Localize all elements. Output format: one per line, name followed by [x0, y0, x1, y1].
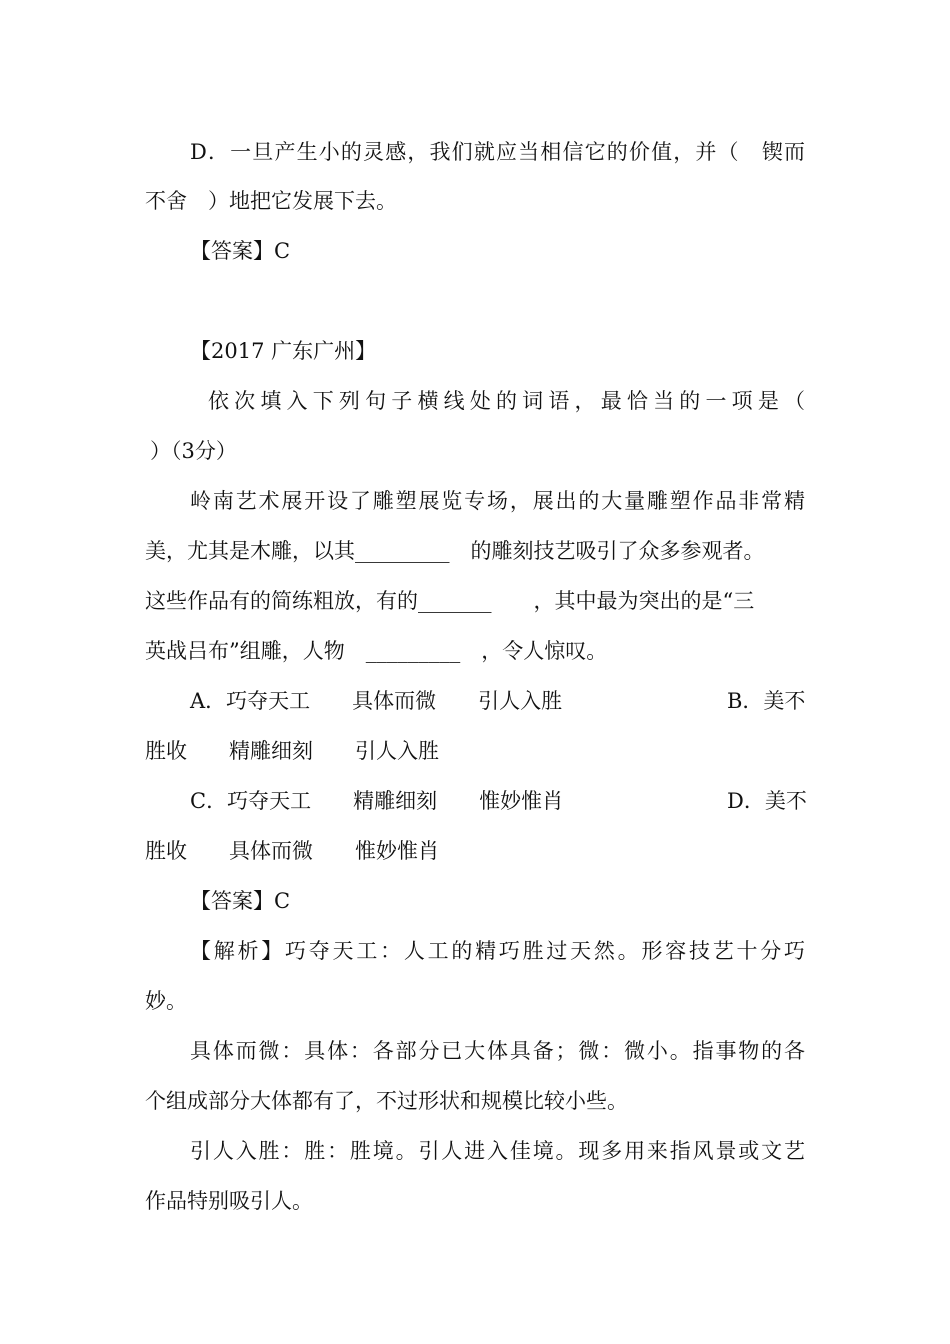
question-source: 【2017 广东广州】 [190, 339, 377, 363]
option-b-start: B．美不 [727, 689, 806, 713]
analysis-line4: 个组成部分大体都有了，不过形状和规模比较小些。 [145, 1089, 628, 1113]
question-prompt-line2: ）（3分） [150, 439, 237, 463]
analysis-line2: 妙。 [145, 989, 187, 1013]
prev-option-d-line1: D．一旦产生小的灵感，我们就应当相信它的价值，并（ 锲而 [190, 140, 805, 164]
option-d-cont: 胜收 具体而微 惟妙惟肖 [145, 839, 439, 863]
passage-line2: 美，尤其是木雕，以其_________ 的雕刻技艺吸引了众多参观者。 [145, 539, 765, 563]
passage-line1: 岭南艺术展开设了雕塑展览专场，展出的大量雕塑作品非常精 [190, 489, 805, 513]
analysis-line6: 作品特别吸引人。 [145, 1189, 313, 1213]
prev-answer: 【答案】C [190, 239, 291, 263]
prev-option-d-line2: 不舍 ）地把它发展下去。 [145, 189, 397, 213]
passage-line3: 这些作品有的简练粗放，有的_______ ，其中最为突出的是“三 [145, 589, 755, 613]
option-a: A．巧夺天工 具体而微 引人入胜 [190, 689, 563, 713]
option-b-cont: 胜收 精雕细刻 引人入胜 [145, 739, 439, 763]
option-c: C．巧夺天工 精雕细刻 惟妙惟肖 [190, 789, 564, 813]
passage-line4: 英战吕布”组雕，人物 _________ ，令人惊叹。 [145, 639, 608, 663]
question-prompt-line1: 依次填入下列句子横线处的词语，最恰当的一项是（ [208, 389, 805, 413]
analysis-line3: 具体而微：具体：各部分已大体具备；微：微小。指事物的各 [190, 1039, 805, 1063]
answer: 【答案】C [190, 889, 291, 913]
analysis-line5: 引人入胜：胜：胜境。引人进入佳境。现多用来指风景或文艺 [190, 1139, 805, 1163]
option-d-start: D．美不 [727, 789, 807, 813]
analysis-line1: 【解析】巧夺天工：人工的精巧胜过天然。形容技艺十分巧 [190, 939, 805, 963]
